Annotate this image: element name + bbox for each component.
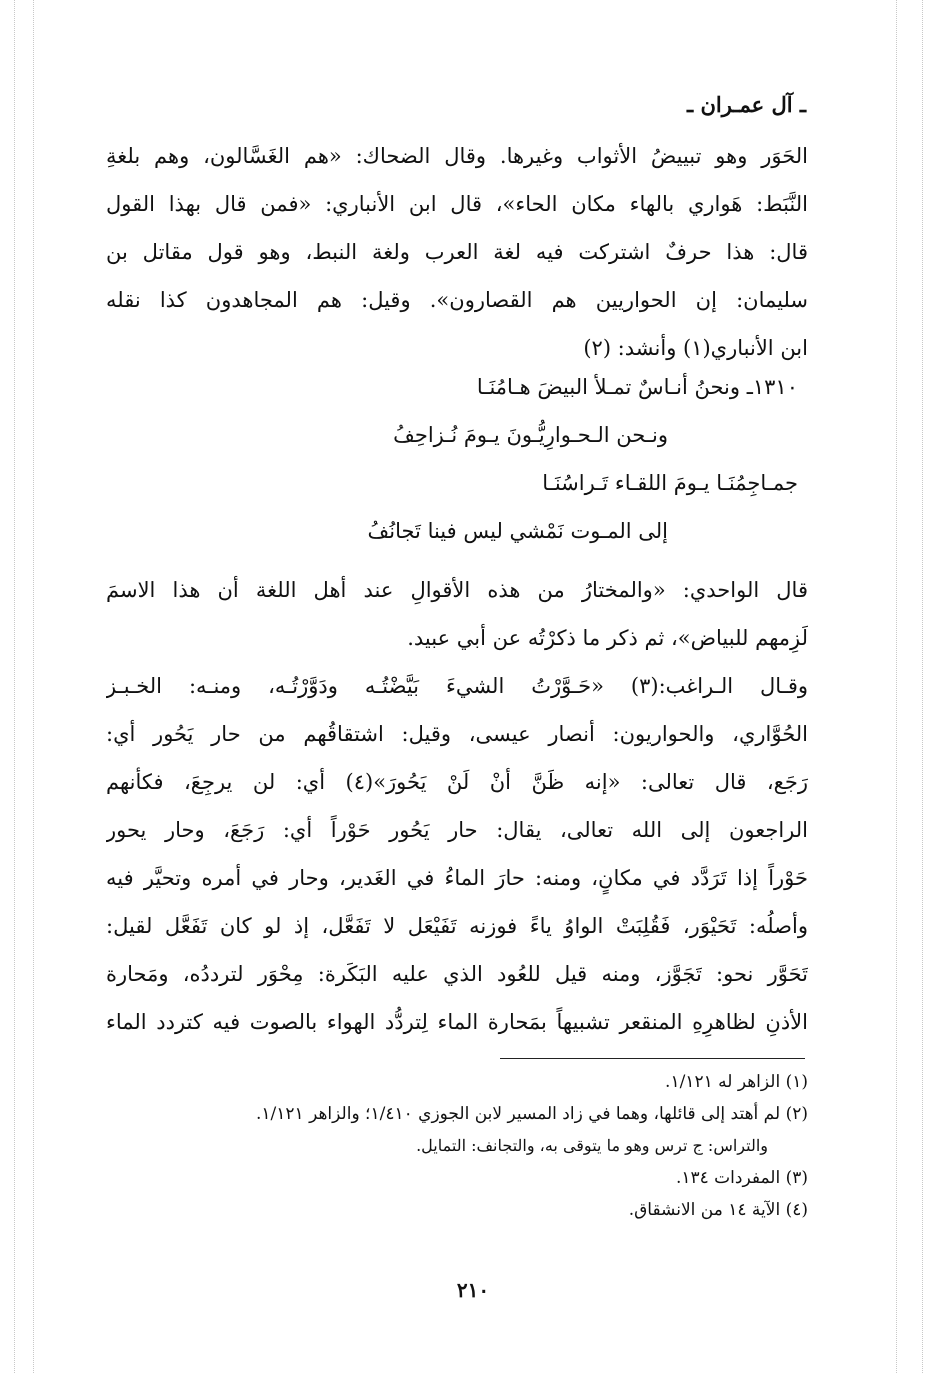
margin-guide-left-inner — [33, 0, 34, 1373]
text-line: الأذنِ لظاهرِهِ المنقعر تشبيهاً بمَحارة الماء لِتردُّد الهواء بالصوت فيه كتردد الماء — [106, 1010, 808, 1034]
text-line: وأصلُه: تَحَيْوَر، فَقُلِبَتْ الواوُ ياءً فوزنه تَفَيْعَل لا تَفَعَّل، إذ لو كان تَفَعَّل لقيل: — [106, 914, 808, 938]
text-line: قال الواحدي: «والمختارُ من هذه الأقوالِ عند أهل اللغة أن هذا الاسمَ — [106, 578, 808, 602]
footnote: (١) الزاهر له ١/١٢١. — [665, 1072, 808, 1092]
poem-line: ونـحن الـحـوارِيُّـونَ يـومَ نُـزاحِفُ — [393, 423, 668, 447]
footnote: (٣) المفردات ١٣٤. — [675, 1168, 808, 1188]
paragraph-2 — [106, 566, 808, 662]
footnotes — [106, 1066, 808, 1226]
text-line: تَحَوَّر نحو: تَجَوَّز، ومنه قيل للعُود الذي عليه البَكَرة: مِحْوَر لترددُه، ومَحارة — [106, 962, 808, 986]
margin-guide-right-inner — [896, 0, 897, 1373]
text-line: الحَوَر وهو تبييضُ الأثواب وغيرها. وقال الضحاك: «هم الغَسَّالون، وهم بلغةِ — [106, 144, 808, 168]
text-line: حَوْراً إذا تَرَدَّد في مكانٍ، ومنه: حارَ الماءُ في الغَدير، وحار في أمره وتحيَّر فيه — [106, 866, 808, 890]
running-header: ـ آل عمـران ـ — [687, 92, 806, 117]
text-line: رَجَع، قال تعالى: «إنه ظَنَّ أنْ لَنْ يَحُورَ»(٤) أي: لن يرجِعَ، فكأنهم — [106, 770, 808, 794]
margin-guide-left — [14, 0, 15, 1373]
poem-line: ١٣١٠ـ ونحنُ أنـاسٌ تمـلأ البيضَ هـامُنَـا — [476, 375, 798, 399]
paragraph-1 — [106, 132, 808, 372]
footnote-continuation: والتراس: ج ترس وهو ما يتوقى به، والتجانف: التمايل. — [416, 1136, 768, 1155]
text-line: النَّبَط: هَواري بالهاء مكان الحاء»، قال ابن الأنباري: «فمن قال بهذا القول — [106, 192, 808, 216]
text-line: لَزِمهم للبياض»، ثم ذكر ما ذكرْتُه عن أبي عبيد. — [407, 626, 808, 650]
page-number: ٢١٠ — [456, 1278, 490, 1302]
text-line: قال: هذا حرفٌ اشتركت فيه لغة العرب ولغة النبط، وهو قول مقاتل بن — [106, 240, 808, 264]
text-line: وقـال الـراغب:(٣) «حَـوَّرْتُ الشيءَ بَيَّضْتُـه ودَوَّرْتُـه، ومنـه: الخـبـز — [106, 674, 808, 698]
poem-line: جمـاجِمُنَـا يـومَ اللقـاء تَـراسُنَـا — [542, 471, 798, 495]
poem-line: إلى المـوت نَمْشي ليس فينا تَجانُفُ — [367, 519, 668, 543]
text-line: الحُوَّاري، والحواريون: أنصار عيسى، وقيل: اشتقاقُهم من حار يَحُور أي: — [106, 722, 808, 746]
text-line: سليمان: إن الحواريين هم القصارون». وقيل: هم المجاهدون كذا نقله — [106, 288, 808, 312]
margin-guide-right — [922, 0, 923, 1373]
footnote: (٢) لم أهتد إلى قائلها، وهما في زاد المسير لابن الجوزي ١/٤١٠؛ والزاهر ١/١٢١. — [256, 1104, 808, 1124]
text-line: الراجعون إلى الله تعالى، يقال: حار يَحُور حَوْراً أي: رَجَعَ، وحار يحور — [106, 818, 808, 842]
footnote-separator — [500, 1058, 805, 1059]
poem-verses — [300, 363, 808, 555]
paragraph-3 — [106, 662, 808, 1046]
footnote: (٤) الآية ١٤ من الانشقاق. — [628, 1200, 808, 1220]
text-line: ابن الأنباري(١) وأنشد: (٢) — [583, 336, 808, 360]
